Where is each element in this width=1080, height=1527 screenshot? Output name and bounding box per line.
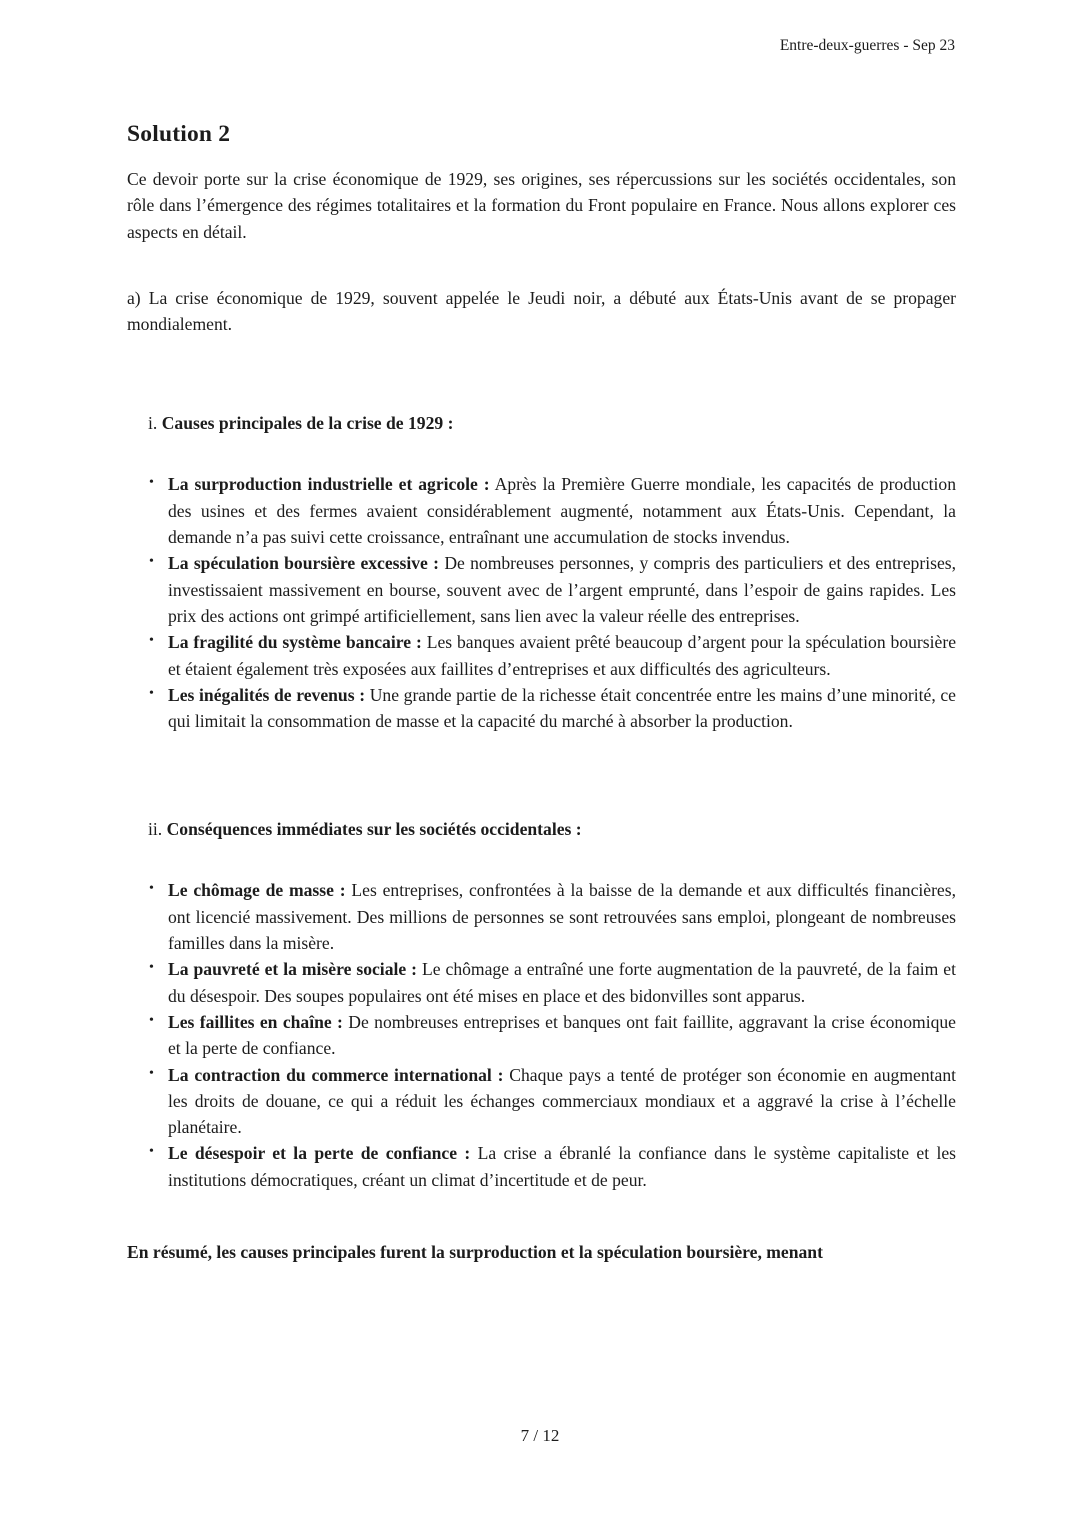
bullet-text: Après la Première Guerre mondiale, les capacités de production des usines et des fermes avaient considérablement augmenté, notamment aux États-Unis. Cependant, la demande n’a pas suivi cette croissance, entraînant une accumulation de stocks invendus.: [168, 474, 956, 548]
bullet-text: De nombreuses entreprises et banques ont fait faillite, aggravant la crise économique et la perte de confiance.: [168, 1011, 956, 1059]
bullet-text: Les entreprises, confrontées à la baisse de la demande et aux difficultés financières, ont licencié massivement. Des millions de personnes se sont retrouvées sans emploi, plongeant de nombreuses familles dans la misère.: [168, 880, 956, 954]
page-number: 7 / 12: [520, 1426, 560, 1445]
bullet-lead: La pauvreté et la misère sociale :: [168, 959, 418, 980]
list-item: [127, 1140, 956, 1193]
bullet-text: Une grande partie de la richesse était concentrée entre les mains d’une minorité, ce qui limitait la consommation de masse et la capacité du marché à absorber la production.: [168, 684, 956, 732]
bullet-lead: Les faillites en chaîne :: [168, 1011, 343, 1032]
bullet-icon: •: [149, 1012, 154, 1028]
bullet-lead: Le chômage de masse :: [168, 880, 346, 901]
bullet-text: Les banques avaient prêté beaucoup d’argent pour la spéculation boursière et étaient également très exposées aux faillites d’entreprises et aux difficultés des agriculteurs.: [168, 632, 957, 679]
list-item: [127, 471, 956, 550]
page-content: [127, 0, 956, 1265]
section-numeral: ii.: [148, 819, 163, 840]
bullet-lead: La contraction du commerce international :: [168, 1064, 504, 1085]
page-title: Solution 2: [127, 121, 231, 147]
bullet-icon: •: [149, 475, 154, 491]
paragraph-a: a) La crise économique de 1929, souvent appelée le Jeudi noir, a débuté aux États-Unis avant de se propager mondialement.: [127, 287, 956, 335]
bullet-icon: •: [149, 960, 154, 976]
list-item: [127, 956, 956, 1009]
section-heading-ii: [127, 816, 956, 842]
bullet-icon: •: [149, 881, 154, 897]
bullet-lead: La spéculation boursière excessive :: [168, 553, 440, 574]
section-heading-label: Conséquences immédiates sur les sociétés occidentales :: [166, 819, 582, 840]
causes-bullet-list: [127, 471, 956, 734]
running-header: Entre-deux-guerres - Sep 23: [779, 37, 955, 54]
list-item: [127, 1062, 956, 1141]
bullet-lead: Le désespoir et la perte de confiance :: [168, 1143, 471, 1164]
consequences-bullet-list: [127, 877, 956, 1193]
section-heading-i: [127, 410, 956, 436]
list-item: [127, 629, 956, 682]
intro-paragraph: Ce devoir porte sur la crise économique de 1929, ses origines, ses répercussions sur les sociétés occidentales, son rôle dans l’émergence des régimes totalitaires et la formation du Front populaire en France. Nous allons explorer ces aspects en détail.: [127, 169, 956, 242]
bullet-text: De nombreuses personnes, y compris des particuliers et des entreprises, investissaient massivement en bourse, souvent avec de l’argent emprunté, dans l’espoir de gains rapides. Les prix des actions ont grimpé artificiellement, sans lien avec la valeur réelle des entreprises.: [168, 553, 957, 626]
bullet-icon: •: [149, 685, 154, 701]
closing-paragraph: En résumé, les causes principales furent la surproduction et la spéculation boursière, menant: [127, 1242, 823, 1263]
bullet-lead: La surproduction industrielle et agricole :: [168, 474, 490, 495]
bullet-icon: •: [149, 554, 154, 570]
bullet-icon: •: [149, 633, 154, 649]
section-numeral: i.: [148, 413, 158, 434]
section-heading-label: Causes principales de la crise de 1929 :: [161, 413, 454, 434]
bullet-text: La crise a ébranlé la confiance dans le système capitaliste et les institutions démocratiques, créant un climat d’incertitude et de peur.: [168, 1143, 956, 1190]
list-item: [127, 682, 956, 735]
list-item: [127, 1009, 956, 1062]
bullet-text: Le chômage a entraîné une forte augmentation de la pauvreté, de la faim et du désespoir. Des soupes populaires ont été mises en place et des bidonvilles sont apparus.: [168, 959, 956, 1006]
bullet-icon: •: [149, 1065, 154, 1081]
list-item: [127, 877, 956, 956]
bullet-lead: Les inégalités de revenus :: [168, 684, 366, 705]
bullet-text: Chaque pays a tenté de protéger son économie en augmentant les droits de douane, ce qui a réduit les échanges commerciaux mondiaux et a aggravé la crise à l’échelle planétaire.: [168, 1064, 957, 1138]
bullet-lead: La fragilité du système bancaire :: [168, 632, 422, 653]
list-item: [127, 550, 956, 629]
bullet-icon: •: [149, 1144, 154, 1160]
